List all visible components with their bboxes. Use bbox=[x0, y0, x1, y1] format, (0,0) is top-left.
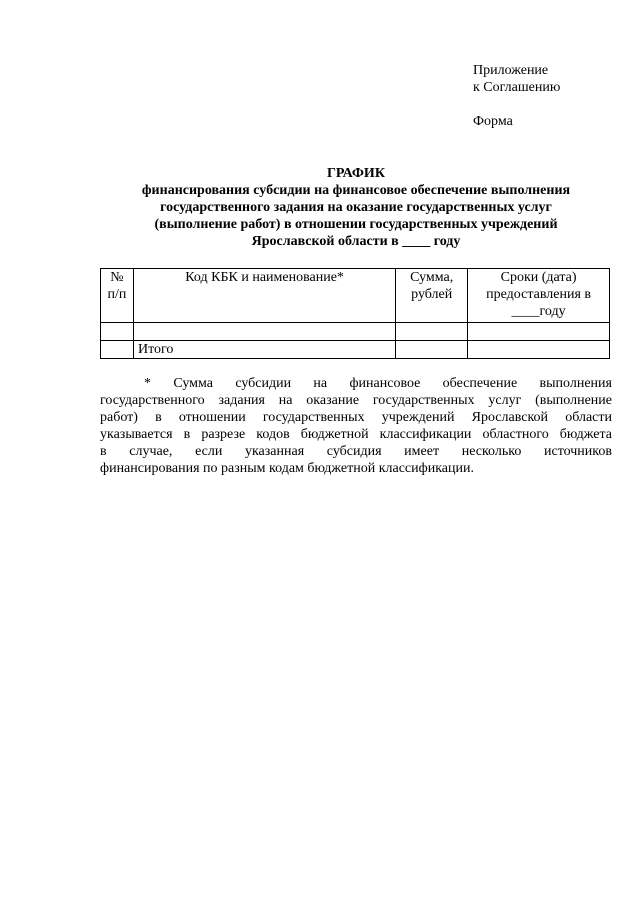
footnote-line: * Сумма субсидии на финансовое обеспечение выполнения bbox=[144, 376, 612, 391]
table-total-row bbox=[101, 341, 610, 359]
header-kbk: Код КБК и наименование* bbox=[133, 269, 395, 323]
document-title bbox=[100, 165, 612, 250]
agreement-label: к Соглашению bbox=[473, 80, 561, 95]
header-sum-unit: рублей bbox=[411, 287, 453, 302]
footnote-line: в случае, если указанная субсидия имеет несколько источников bbox=[100, 444, 612, 459]
header-sum bbox=[396, 269, 468, 323]
table-cell bbox=[396, 341, 468, 359]
header-number-symbol: № bbox=[110, 270, 124, 285]
table-cell bbox=[133, 323, 395, 341]
header-dates-line: предоставления в bbox=[486, 287, 592, 302]
table-row bbox=[101, 323, 610, 341]
form-label: Форма bbox=[473, 114, 513, 129]
header-dates-line: ____году bbox=[511, 304, 566, 319]
table-cell bbox=[468, 341, 610, 359]
header-number bbox=[101, 269, 134, 323]
total-label: Итого bbox=[133, 341, 395, 359]
attachment-header bbox=[473, 62, 560, 130]
schedule-table bbox=[100, 268, 610, 359]
title-heading: ГРАФИК bbox=[327, 166, 385, 181]
title-line: финансирования субсидии на финансовое обеспечение выполнения bbox=[141, 183, 571, 198]
table-cell bbox=[101, 323, 134, 341]
table-cell bbox=[468, 323, 610, 341]
table-cell bbox=[396, 323, 468, 341]
header-sum-label: Сумма, bbox=[410, 270, 454, 285]
table-header-row bbox=[101, 269, 610, 323]
title-line: государственного задания на оказание государственных услуг bbox=[160, 200, 552, 215]
footnote-line: финансирования по разным кодам бюджетной классификации. bbox=[100, 461, 474, 476]
attachment-label: Приложение bbox=[473, 63, 549, 78]
title-line: Ярославской области в ____ году bbox=[251, 234, 461, 249]
header-dates bbox=[468, 269, 610, 323]
header-number-abbr: п/п bbox=[107, 287, 127, 302]
title-line: (выполнение работ) в отношении государственных учреждений bbox=[154, 217, 558, 232]
footnote-line: государственного задания на оказание государственных услуг (выполнение bbox=[100, 393, 612, 408]
footnote bbox=[100, 375, 612, 477]
footnote-line: указывается в разрезе кодов бюджетной классификации областного бюджета bbox=[100, 427, 612, 442]
footnote-line: работ) в отношении государственных учреждений Ярославской области bbox=[100, 410, 612, 425]
table-cell bbox=[101, 341, 134, 359]
header-dates-line: Сроки (дата) bbox=[500, 270, 577, 285]
